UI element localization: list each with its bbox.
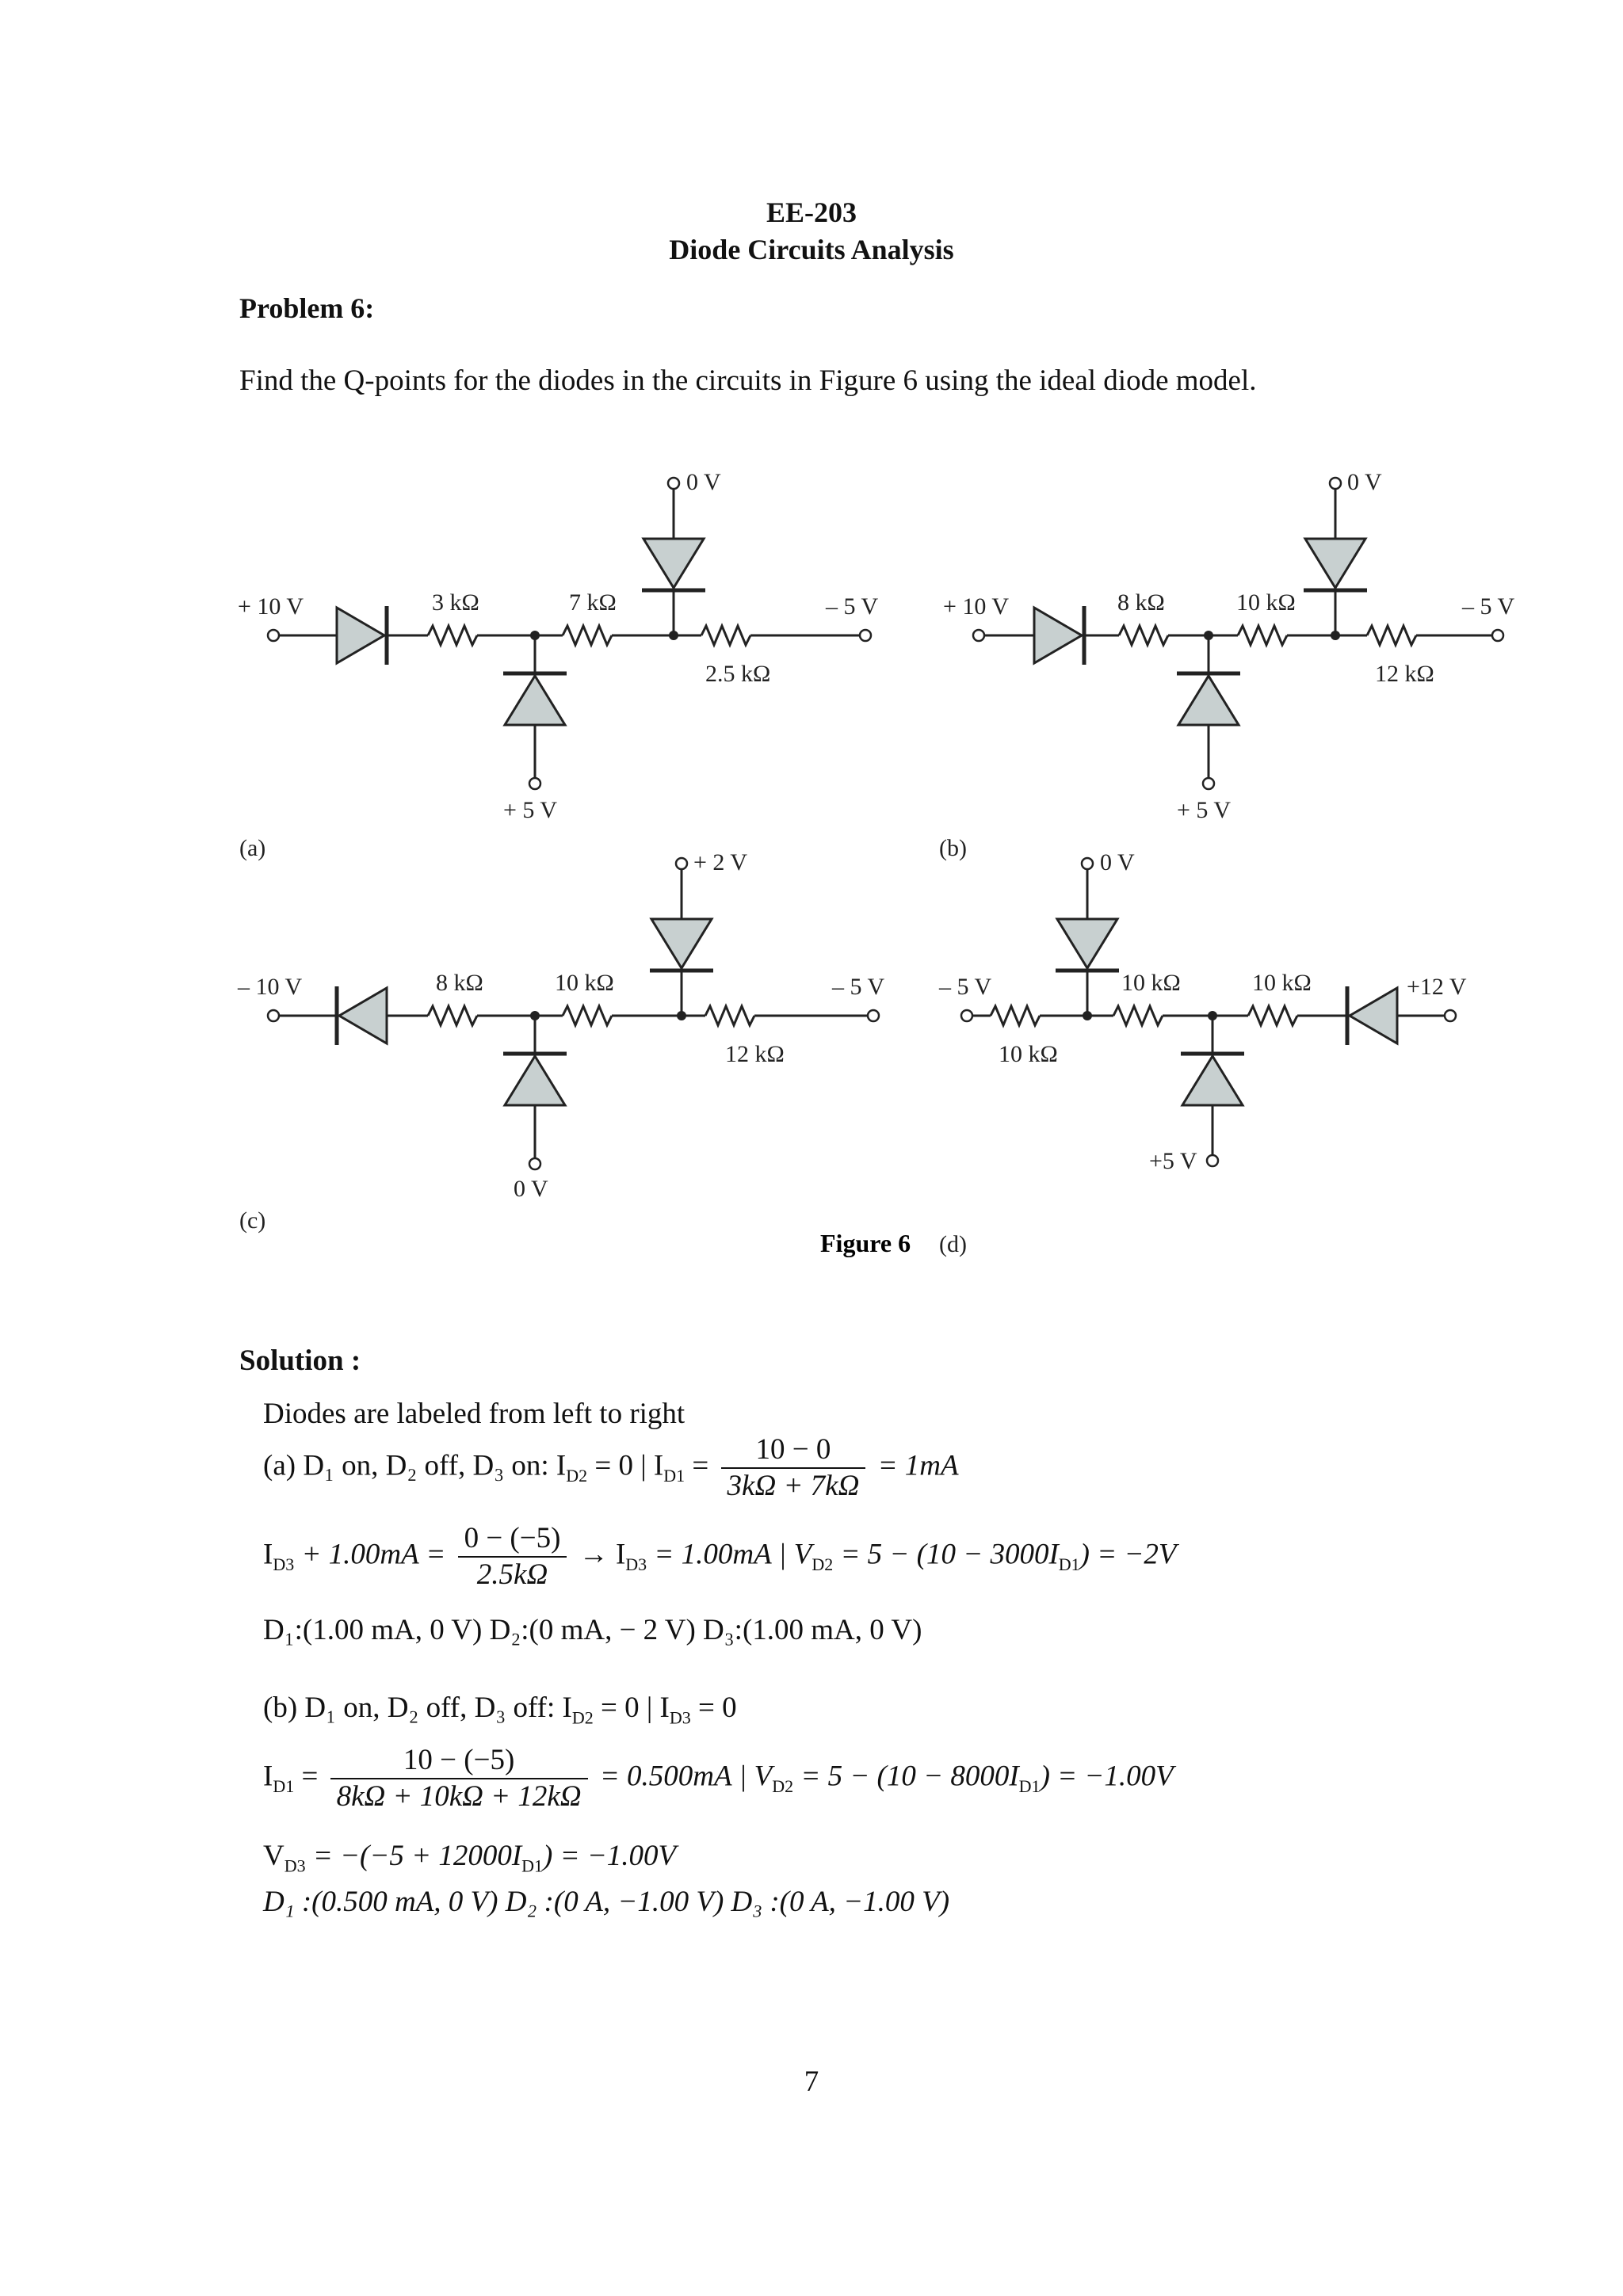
label: + 5 V bbox=[503, 797, 558, 823]
denominator: 3kΩ + 7kΩ bbox=[727, 1470, 860, 1502]
label: – 5 V bbox=[832, 974, 885, 1000]
label: 12 kΩ bbox=[1375, 661, 1434, 687]
eq-text: ) = −1.00V bbox=[1040, 1760, 1174, 1793]
equation-b2 bbox=[263, 1743, 1174, 1814]
circuit-c bbox=[237, 849, 884, 1234]
eq-text: = 0 | I bbox=[587, 1449, 664, 1482]
figure-caption: Figure 6 bbox=[820, 1229, 911, 1257]
label: 0 V bbox=[1347, 469, 1382, 495]
circuit-d bbox=[938, 849, 1467, 1257]
subscript: D3 bbox=[273, 1554, 295, 1574]
numerator: 10 − (−5) bbox=[330, 1743, 588, 1779]
resistor-icon bbox=[563, 626, 612, 645]
label: +12 V bbox=[1407, 974, 1467, 1000]
diode-d2-icon bbox=[643, 539, 704, 588]
diode-d2-icon bbox=[1305, 539, 1365, 588]
resistor-icon bbox=[1238, 626, 1287, 645]
label: 10 kΩ bbox=[1236, 589, 1296, 616]
solution-intro: Diodes are labeled from left to right bbox=[263, 1398, 685, 1430]
diode-d4-icon bbox=[1350, 988, 1397, 1043]
fraction bbox=[330, 1743, 588, 1814]
label: (b) bbox=[939, 835, 967, 861]
subscript: D1 bbox=[273, 1775, 295, 1796]
eq-text: = 0.500mA | V bbox=[599, 1760, 773, 1793]
label: + 5 V bbox=[1177, 797, 1232, 823]
equation-a1: (a) D₁ on, D₂ off, D₃ on: $I_{D2} = 0$ | $I_{D1}$ = $\frac{10 - 0}{3k\Omega + 7k\Omega}$ = 1mA bbox=[263, 1433, 959, 1502]
diode-d2-icon bbox=[651, 919, 712, 968]
eq-text: = 1.00mA | V bbox=[647, 1538, 812, 1571]
eq-text: = bbox=[294, 1760, 319, 1793]
label: 12 kΩ bbox=[725, 1041, 785, 1067]
subscript: D3 bbox=[625, 1554, 647, 1574]
eq-text: I bbox=[263, 1538, 273, 1571]
label: + 2 V bbox=[693, 849, 748, 875]
subscript: D2 bbox=[571, 1707, 594, 1728]
numerator: 0 − (−5) bbox=[458, 1521, 567, 1558]
solution-heading: Solution : bbox=[239, 1344, 361, 1377]
subscript: D1 bbox=[1058, 1554, 1080, 1574]
label: – 5 V bbox=[1462, 593, 1515, 620]
resistor-icon bbox=[1119, 626, 1168, 645]
label: 0 V bbox=[1100, 849, 1135, 875]
label: 0 V bbox=[686, 469, 721, 495]
subscript: D1 bbox=[521, 1855, 544, 1876]
denominator: 2.5kΩ bbox=[476, 1558, 548, 1591]
figure-6-circuits bbox=[230, 452, 1545, 1276]
page-number: 7 bbox=[804, 2065, 819, 2098]
eq-text: V bbox=[263, 1840, 285, 1872]
eq-text: = 0 | I bbox=[593, 1691, 670, 1724]
label: (c) bbox=[239, 1207, 266, 1234]
label: 8 kΩ bbox=[436, 970, 483, 996]
problem-statement: Find the Q-points for the diodes in the circuits in Figure 6 using the ideal diode model. bbox=[239, 364, 1257, 397]
subscript: D3 bbox=[284, 1855, 306, 1876]
terminal bbox=[268, 630, 279, 641]
label: 2.5 kΩ bbox=[705, 661, 771, 687]
label: +5 V bbox=[1149, 1148, 1197, 1174]
eq-text: (b) D₁ on, D₂ off, D₃ off: I bbox=[263, 1691, 572, 1724]
equation-a2 bbox=[263, 1521, 1177, 1592]
eq-text: = −(−5 + 12000I bbox=[305, 1840, 522, 1872]
eq-text: → I bbox=[579, 1538, 626, 1571]
subscript: D2 bbox=[772, 1775, 794, 1796]
diode-d1-icon bbox=[1034, 608, 1082, 663]
problem-heading: Problem 6: bbox=[239, 292, 375, 324]
eq-text: (a) D₁ on, D₂ off, D₃ on: I bbox=[263, 1449, 567, 1482]
subscript: D1 bbox=[1018, 1775, 1041, 1796]
resistor-icon bbox=[428, 1006, 477, 1025]
label: – 5 V bbox=[939, 974, 992, 1000]
eq-text: = 0 bbox=[690, 1691, 737, 1724]
label: 10 kΩ bbox=[1121, 970, 1181, 996]
document-title: Diode Circuits Analysis bbox=[669, 234, 954, 265]
eq-text: = 5 − (10 − 3000I bbox=[833, 1538, 1059, 1571]
subscript: D2 bbox=[812, 1554, 834, 1574]
eq-text: + 1.00mA = bbox=[294, 1538, 446, 1571]
label: – 10 V bbox=[238, 974, 303, 1000]
fraction bbox=[458, 1521, 567, 1592]
eq-text: = 5 − (10 − 8000I bbox=[793, 1760, 1019, 1793]
label: – 5 V bbox=[826, 593, 879, 620]
eq-text: ) = −2V bbox=[1079, 1538, 1177, 1571]
label: 3 kΩ bbox=[432, 589, 479, 616]
label: 10 kΩ bbox=[1252, 970, 1312, 996]
resistor-icon bbox=[1113, 1006, 1163, 1025]
label: 0 V bbox=[514, 1176, 548, 1202]
resistor-icon bbox=[1248, 1006, 1297, 1025]
subscript: D3 bbox=[669, 1707, 691, 1728]
resistor-icon bbox=[428, 626, 477, 645]
diode-d3-icon bbox=[505, 1056, 565, 1105]
course-code: EE-203 bbox=[766, 196, 857, 228]
label: (a) bbox=[239, 835, 266, 861]
subscript: D2 bbox=[566, 1465, 588, 1486]
resistor-icon bbox=[563, 1006, 612, 1025]
diode-d3-icon bbox=[1178, 676, 1239, 725]
resistor-icon bbox=[705, 1006, 754, 1025]
qpoints-a: D₁:(1.00 mA, 0 V) D₂:(0 mA, − 2 V) D₃:(1.00 mA, 0 V) bbox=[263, 1614, 922, 1646]
diode-d1-icon bbox=[337, 608, 384, 663]
numerator: 10 − 0 bbox=[721, 1432, 866, 1469]
label: + 10 V bbox=[943, 593, 1010, 620]
equation-b1 bbox=[263, 1690, 737, 1736]
circuit-a bbox=[238, 469, 878, 861]
label: + 10 V bbox=[238, 593, 304, 620]
eq-text: ) = −1.00V bbox=[543, 1840, 677, 1872]
label: 10 kΩ bbox=[999, 1041, 1058, 1067]
diode-d3-icon bbox=[1182, 1056, 1243, 1105]
resistor-icon bbox=[991, 1006, 1040, 1025]
qpoints-b: D₁ :(0.500 mA, 0 V) D₂ :(0 A, −1.00 V) D₃ :(0 A, −1.00 V) bbox=[263, 1886, 950, 1918]
resistor-icon bbox=[701, 626, 750, 645]
resistor-icon bbox=[1367, 626, 1416, 645]
eq-text: I bbox=[263, 1760, 273, 1793]
label: 7 kΩ bbox=[569, 589, 617, 616]
diode-d1-icon bbox=[339, 988, 387, 1043]
circuit-b bbox=[939, 469, 1514, 861]
fraction bbox=[721, 1432, 866, 1504]
diode-d3-icon bbox=[505, 676, 565, 725]
eq-text: = 1mA bbox=[877, 1449, 959, 1482]
label: 8 kΩ bbox=[1117, 589, 1165, 616]
diode-d1-icon bbox=[1057, 919, 1117, 968]
label: (d) bbox=[939, 1231, 967, 1257]
label: 10 kΩ bbox=[555, 970, 614, 996]
denominator: 8kΩ + 10kΩ + 12kΩ bbox=[336, 1780, 582, 1813]
equation-b3 bbox=[263, 1838, 676, 1884]
subscript: D1 bbox=[663, 1465, 685, 1486]
